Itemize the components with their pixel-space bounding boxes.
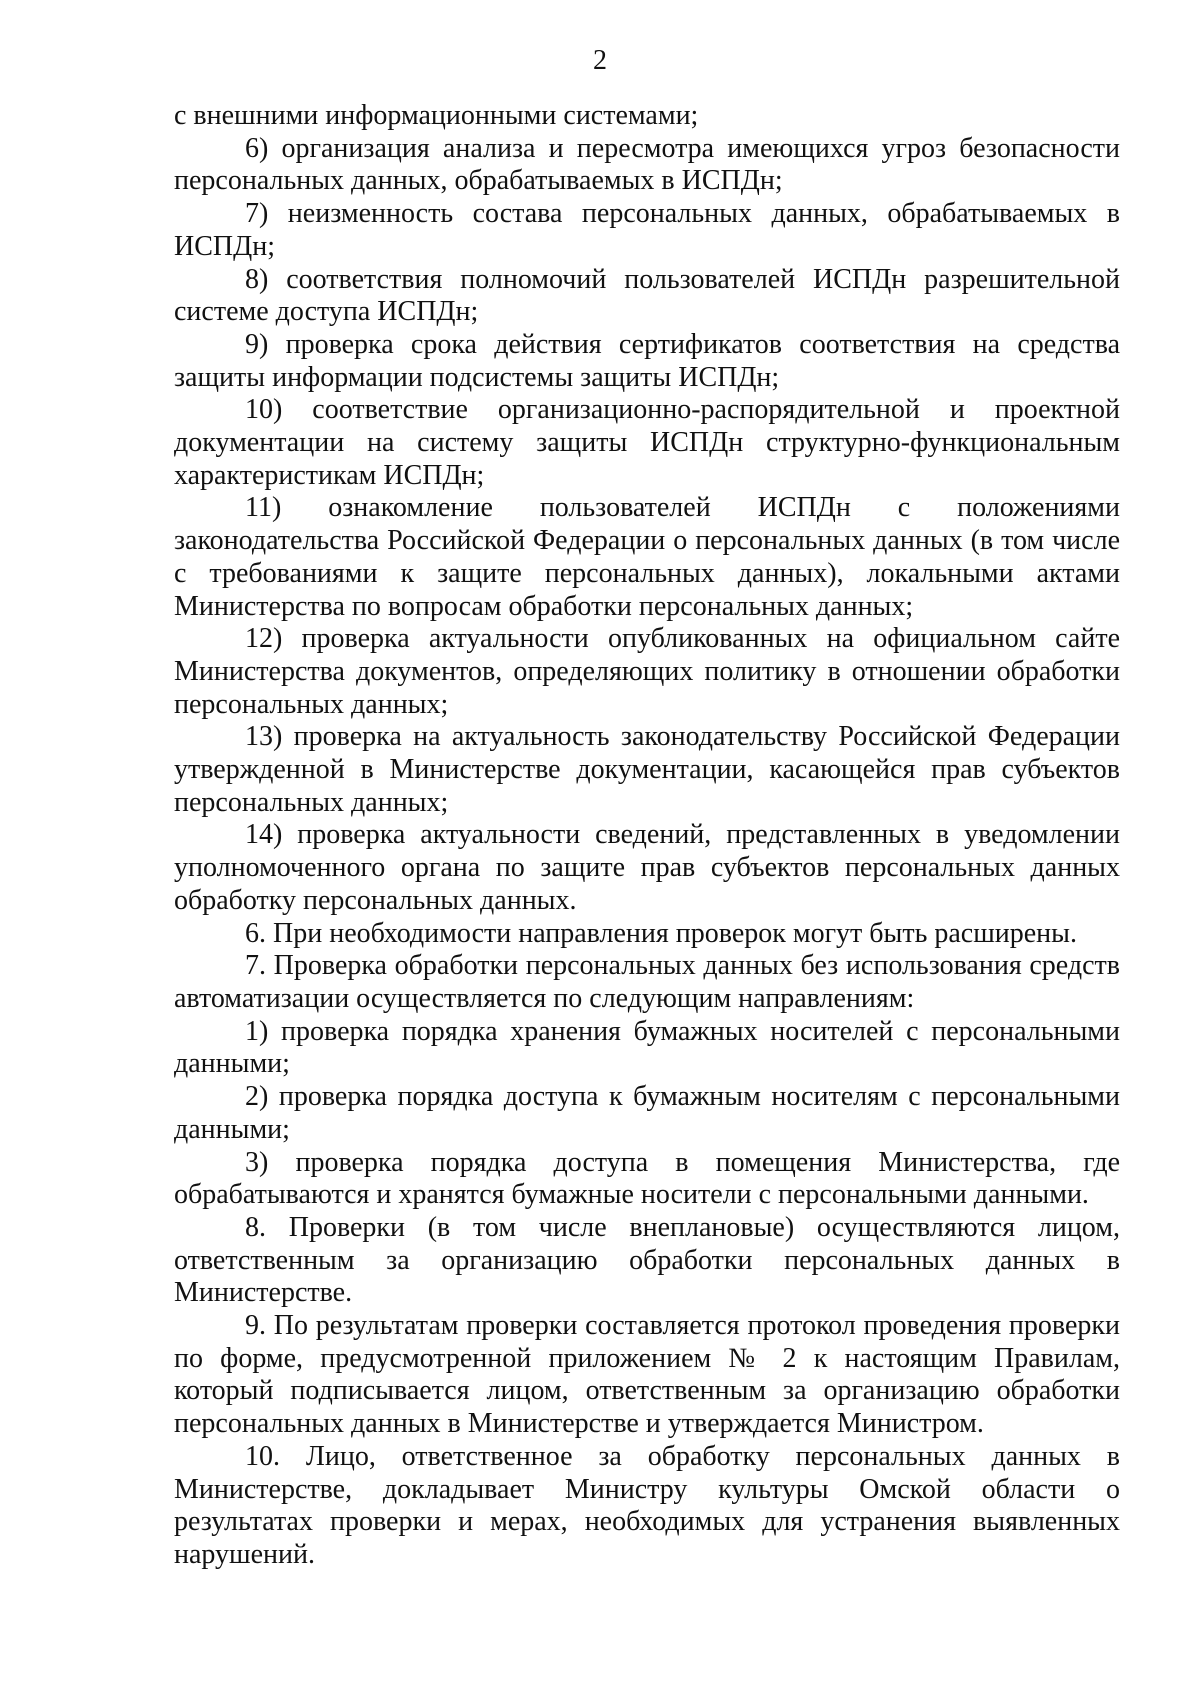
list-item-10: 10) соответствие организационно-распорядительной и проектной документации на систему защиты ИСПДн структурно-функциональным характеристикам ИСПДн; (174, 394, 1120, 491)
list-item-12: 12) проверка актуальности опубликованных на официальном сайте Министерства документов, определяющих политику в отношении обработки персональных данных; (174, 623, 1120, 720)
list-item-9: 9) проверка срока действия сертификатов соответствия на средства защиты информации подсистемы защиты ИСПДн; (174, 328, 1120, 393)
paragraph-continuation: с внешними информационными системами; (174, 100, 699, 131)
list-item-13: 13) проверка на актуальность законодательству Российской Федерации утвержденной в Министерстве документации, касающейся прав субъектов персональных данных; (174, 721, 1120, 818)
clause-7-item-1: 1) проверка порядка хранения бумажных носителей с персональными данными; (174, 1015, 1120, 1080)
clause-7-item-2: 2) проверка порядка доступа к бумажным носителям с персональными данными; (174, 1081, 1120, 1145)
list-item-11: 11) ознакомление пользователей ИСПДн с положениями законодательства Российской Федерации о персональных данных (в том числе с требованиями к защите персональных данных), локальными актами Министерства по вопросам обработки персональных данных; (174, 492, 1120, 622)
clause-10: 10. Лицо, ответственное за обработку персональных данных в Министерстве, докладывает Министру культуры Омской области о результатах проверки и мерах, необходимых для устранения выявленных нарушений. (174, 1440, 1120, 1570)
clause-8: 8. Проверки (в том числе внеплановые) осуществляются лицом, ответственным за организацию обработки персональных данных в Министерстве. (174, 1211, 1120, 1309)
clause-9: 9. По результатам проверки составляется протокол проведения проверки по форме, предусмотренной приложением № 2 к настоящим Правилам, который подписывается лицом, ответственным за организацию обработки персональных данных в Министерстве и утверждается Министром. (174, 1310, 1120, 1440)
list-item-8: 8) соответствия полномочий пользователей ИСПДн разрешительной системе доступа ИСПДн; (174, 263, 1120, 328)
clause-6: 6. При необходимости направления проверок могут быть расширены. (245, 917, 1077, 949)
list-item-14: 14) проверка актуальности сведений, представленных в уведомлении уполномоченного органа по защите прав субъектов персональных данных обработку персональных данных. (174, 819, 1120, 916)
list-item-6: 6) организация анализа и пересмотра имеющихся угроз безопасности персональных данных, обрабатываемых в ИСПДн; (174, 132, 1120, 197)
page-number: 2 (593, 45, 607, 76)
list-item-7: 7) неизменность состава персональных данных, обрабатываемых в ИСПДн; (174, 198, 1120, 262)
document-body (174, 100, 1120, 1572)
clause-7: 7. Проверка обработки персональных данных без использования средств автоматизации осуществляется по следующим направлениям: (174, 950, 1120, 1014)
clause-7-item-3: 3) проверка порядка доступа в помещения Министерства, где обрабатываются и хранятся бумажные носители с персональными данными. (174, 1146, 1120, 1211)
